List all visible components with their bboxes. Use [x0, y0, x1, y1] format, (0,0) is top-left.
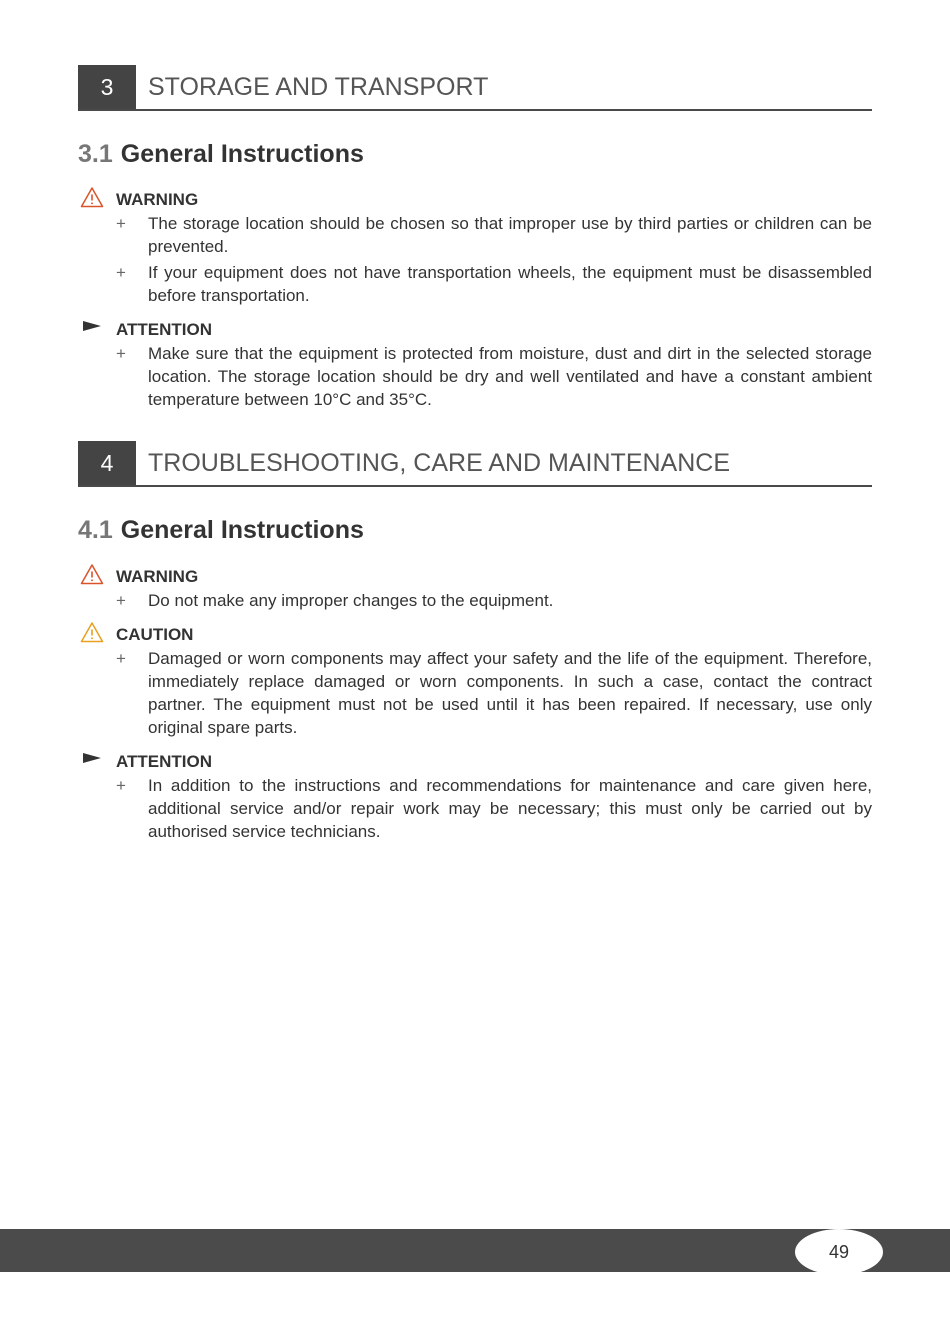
list-item	[116, 774, 872, 843]
list-item	[116, 342, 872, 411]
arrow-right-icon	[80, 748, 104, 770]
notice-label: WARNING	[116, 567, 199, 586]
bullet: +	[116, 344, 126, 363]
arrow-right-icon	[80, 316, 104, 338]
list-item-text: If your equipment does not have transportation wheels, the equipment must be disassembled before transportation.	[148, 263, 872, 305]
chapter-number: 4	[78, 441, 136, 485]
bullet: +	[116, 776, 126, 795]
section-4-1-title	[78, 516, 364, 545]
chapter-title: STORAGE AND TRANSPORT	[148, 73, 489, 101]
notice-warning	[78, 566, 872, 612]
notice-label: CAUTION	[116, 625, 194, 644]
list-item-text: Do not make any improper changes to the equipment.	[148, 591, 554, 610]
notice-label: ATTENTION	[116, 320, 213, 339]
list-item-text: Make sure that the equipment is protected from moisture, dust and dirt in the selected storage location. The storage location should be dry and well ventilated and have a constant ambient temperature between 10°C and 35°C.	[148, 344, 872, 409]
list-item-text: The storage location should be chosen so that improper use by third parties or children can be prevented.	[148, 214, 872, 256]
notice-attention	[78, 751, 872, 843]
notice-caution	[78, 624, 872, 739]
warning-triangle-icon	[80, 563, 104, 585]
list-item	[116, 589, 872, 612]
list-item	[116, 261, 872, 307]
list-item-text: Damaged or worn components may affect your safety and the life of the equipment. Therefore, immediately replace damaged or worn components. In such a case, contact the contract partner. The equipment must not be used until it has been repaired. If necessary, use only original spare parts.	[148, 649, 872, 737]
list-item-text: In addition to the instructions and recommendations for maintenance and care given here, additional service and/or repair work may be necessary; this must only be carried out by authorised service technicians.	[148, 776, 872, 841]
chapter-title: TROUBLESHOOTING, CARE AND MAINTENANCE	[148, 449, 731, 477]
notice-warning	[78, 189, 872, 307]
chapter-number: 3	[78, 65, 136, 109]
warning-triangle-icon	[80, 186, 104, 208]
section-number: 4.1	[78, 516, 113, 544]
section-3-1-title	[78, 140, 364, 169]
notice-attention	[78, 319, 872, 411]
list-item	[116, 212, 872, 258]
bullet: +	[116, 263, 126, 282]
section-number: 3.1	[78, 140, 113, 168]
chapter-4-header	[78, 441, 872, 487]
notice-label: ATTENTION	[116, 752, 213, 771]
list-item	[116, 647, 872, 739]
caution-triangle-icon	[80, 621, 104, 643]
section-title-text: General Instructions	[120, 140, 364, 168]
section-title-text: General Instructions	[120, 516, 364, 544]
chapter-3-header	[78, 65, 872, 111]
notice-label: WARNING	[116, 190, 199, 209]
bullet: +	[116, 214, 126, 233]
bullet: +	[116, 591, 126, 610]
bullet: +	[116, 649, 126, 668]
page-number: 49	[795, 1229, 883, 1275]
